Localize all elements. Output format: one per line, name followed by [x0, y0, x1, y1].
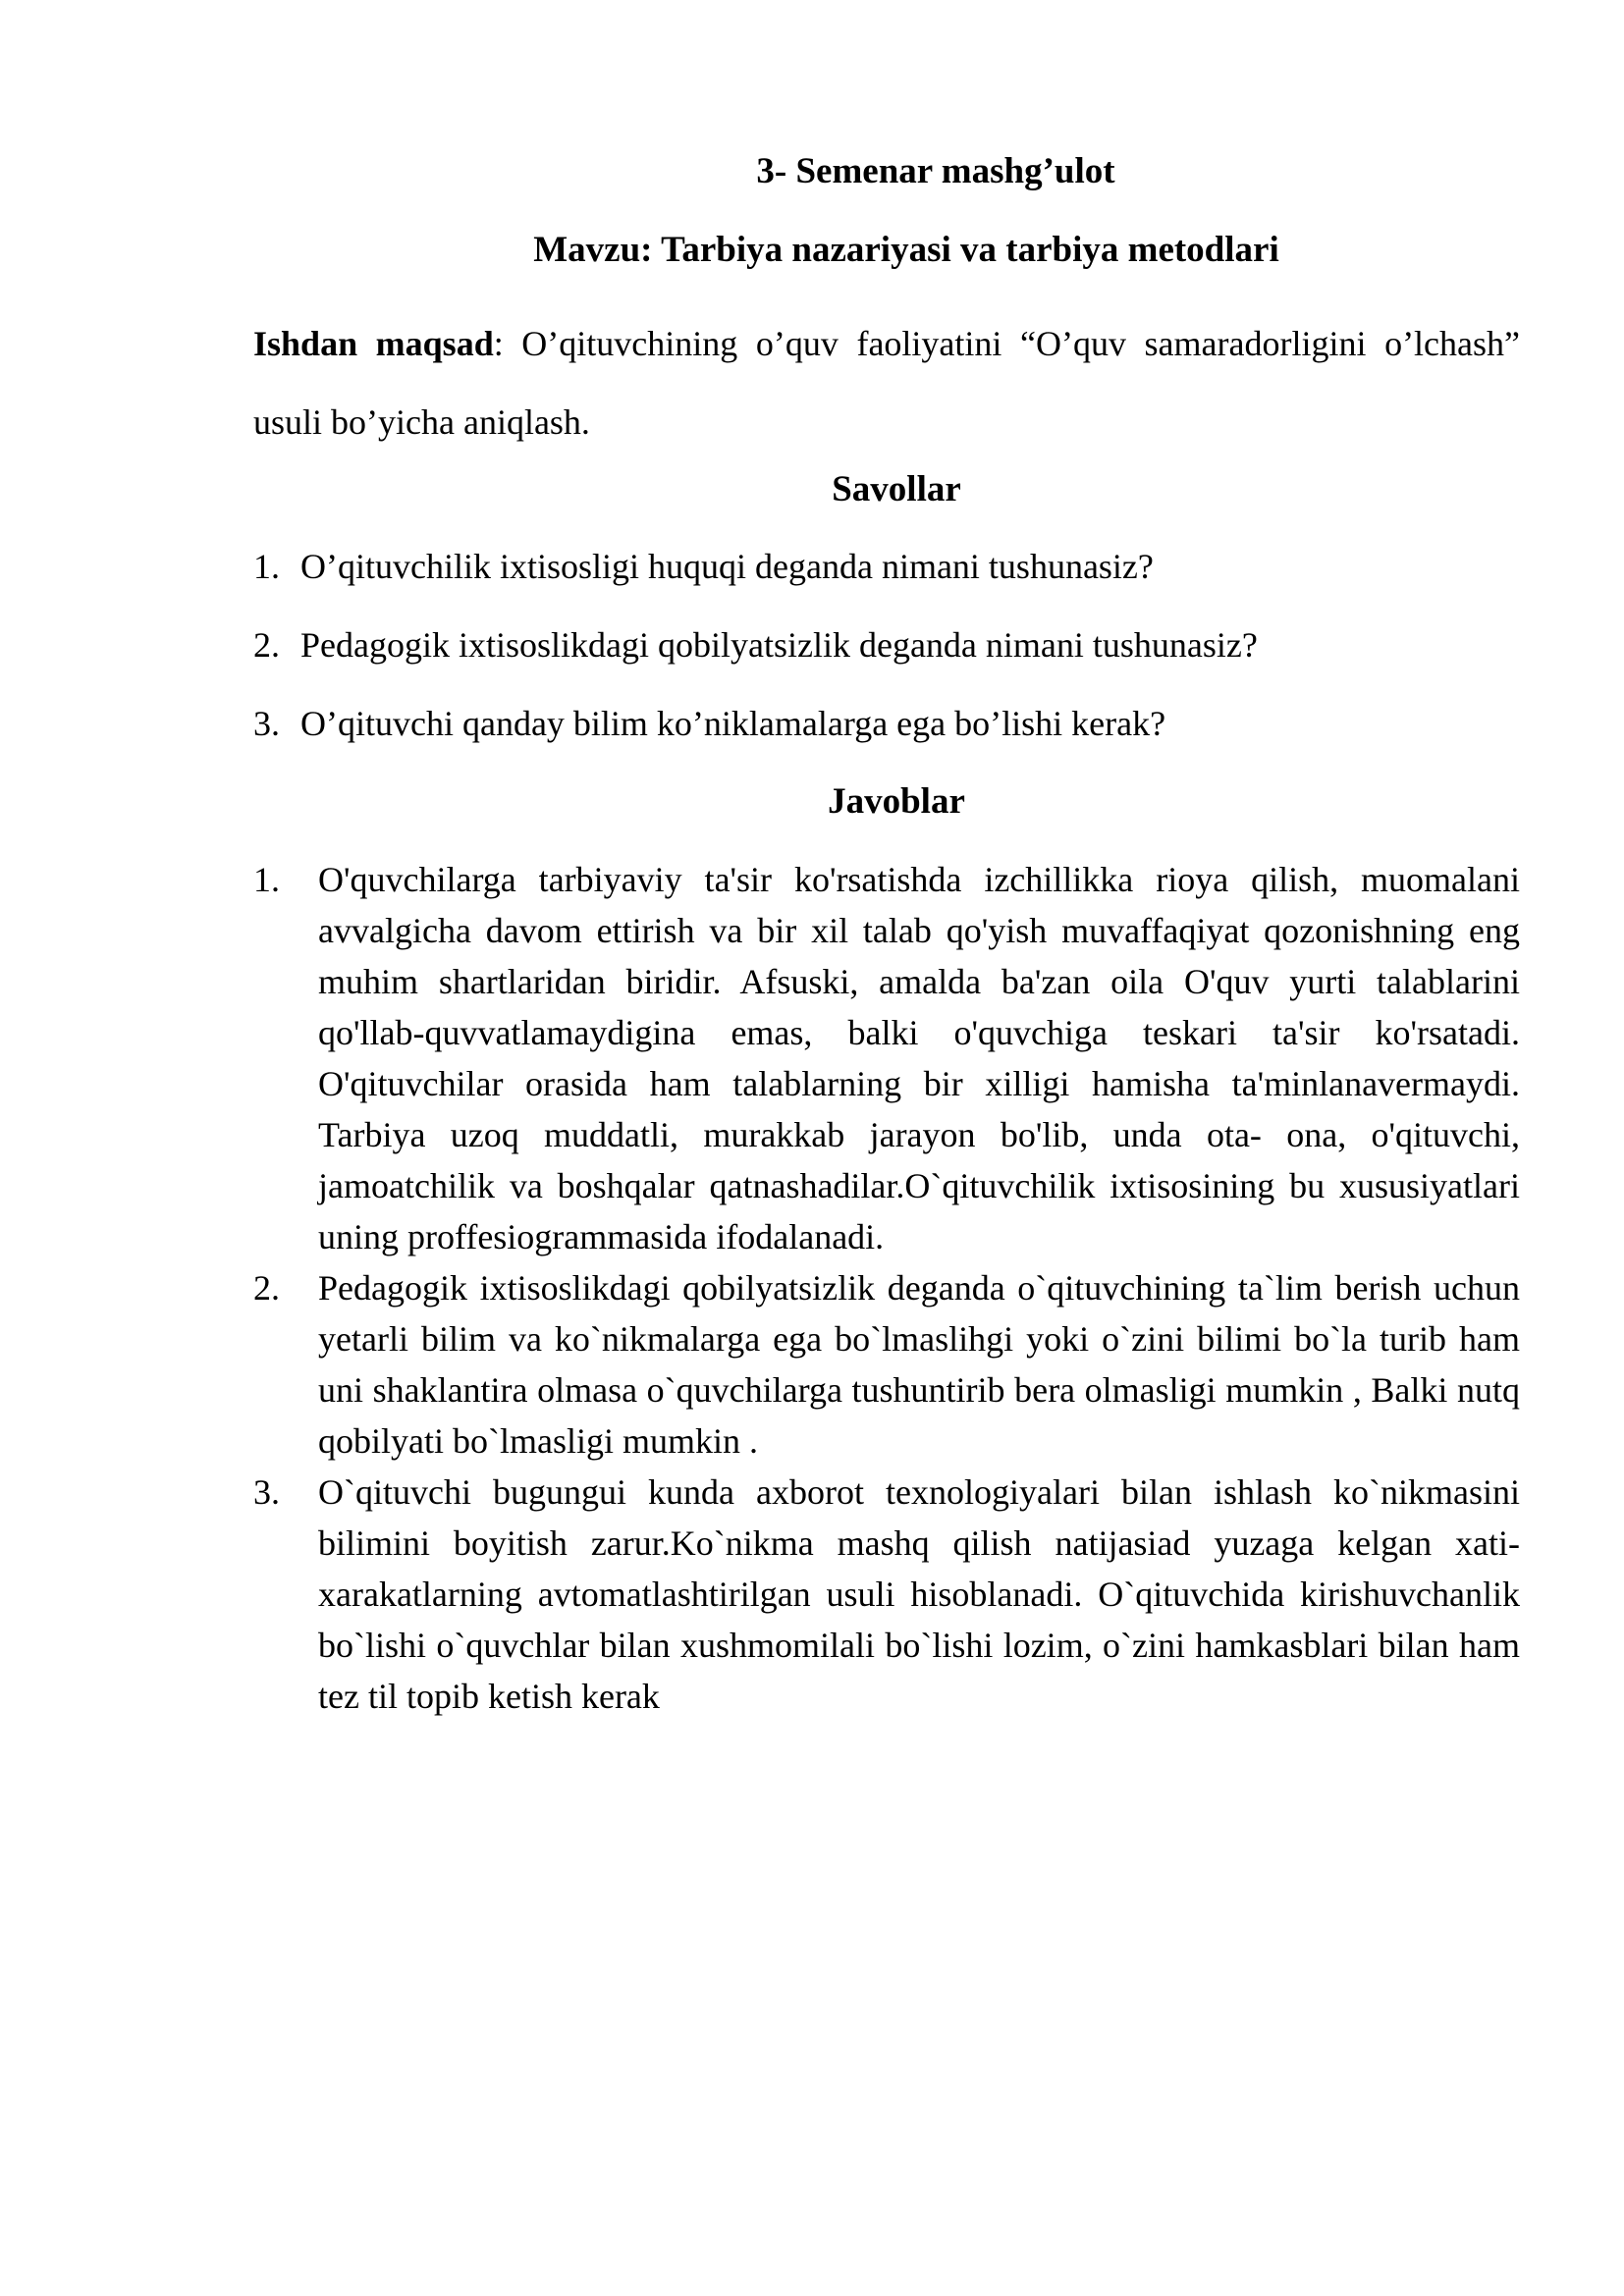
question-text: O’qituvchilik ixtisosligi huquqi deganda nimani tushunasiz?	[300, 547, 1154, 586]
goal-text: : O’qituvchining o’quv faoliyatini “O’quv samaradorligini o’lchash” usuli bo’yicha aniqlash.	[253, 324, 1521, 442]
answers-heading: Javoblar	[828, 781, 965, 822]
document-content	[253, 147, 1520, 1722]
question-text: Pedagogik ixtisoslikdagi qobilyatsizlik deganda nimani tushunasiz?	[300, 625, 1258, 665]
answer-text: O`qituvchi bugungui kunda axborot texnologiyalari bilan ishlash ko`nikmasini bilimini boyitish zarur.Ko`nikma mashq qilish natijasiad yuzaga kelgan xati- xarakatlarning avtomatlashtirilgan usuli hisoblanadi. O`qituvchida kirishuvchanlik bo`lishi o`quvchlar bilan xushmomilali bo`lishi lozim, o`zini hamkasblari bilan ham tez til topib ketish kerak	[318, 1472, 1520, 1716]
goal-paragraph	[253, 304, 1520, 461]
answer-item	[253, 854, 1520, 1262]
answer-number: 1.	[253, 860, 280, 899]
questions-heading: Savollar	[832, 469, 961, 509]
answer-text: O'quvchilarga tarbiyaviy ta'sir ko'rsatishda izchillikka rioya qilish, muomalani avvalgicha davom ettirish va bir xil talab qo'yish muvaffaqiyat qozonishning eng muhim shartlaridan biridir. Afsuski, amalda ba'zan oila O'quv yurti talablarini qo'llab-quvvatlamaydigina emas, balki o'quvchiga teskari ta'sir ko'rsatadi. O'qituvchilar orasida ham talablarning bir xilligi hamisha ta'minlanavermaydi. Tarbiya uzoq muddatli, murakkab jarayon bo'lib, unda ota- ona, o'qituvchi, jamoatchilik va boshqalar qatnashadilar.O`qituvchilik ixtisosining bu xususiyatlari uning proffesiogrammasida ifodalanadi.	[318, 860, 1520, 1256]
answer-item	[253, 1262, 1520, 1467]
question-text: O’qituvchi qanday bilim ko’niklamalarga ega bo’lishi kerak?	[300, 704, 1166, 743]
answers-list	[253, 854, 1520, 1722]
answer-number: 2.	[253, 1268, 280, 1308]
goal-label: Ishdan maqsad	[253, 324, 494, 363]
question-item	[253, 542, 1520, 591]
document-topic: Mavzu: Tarbiya nazariyasi va tarbiya metodlari	[533, 230, 1279, 270]
document-title: 3- Semenar mashg’ulot	[756, 151, 1115, 191]
question-item	[253, 699, 1520, 748]
questions-list	[253, 542, 1520, 748]
answer-number: 3.	[253, 1472, 280, 1512]
answer-text: Pedagogik ixtisoslikdagi qobilyatsizlik deganda o`qituvchining ta`lim berish uchun yetarli bilim va ko`nikmalarga ega bo`lmaslihgi yoki o`zini bilimi bo`la turib ham uni shaklantira olmasa o`quvchilarga tushuntirib bera olmasligi mumkin , Balki nutq qobilyati bo`lmasligi mumkin .	[318, 1268, 1520, 1461]
question-number: 3.	[253, 704, 280, 743]
question-item	[253, 620, 1520, 669]
answer-item	[253, 1467, 1520, 1722]
question-number: 2.	[253, 625, 280, 665]
question-number: 1.	[253, 547, 280, 586]
